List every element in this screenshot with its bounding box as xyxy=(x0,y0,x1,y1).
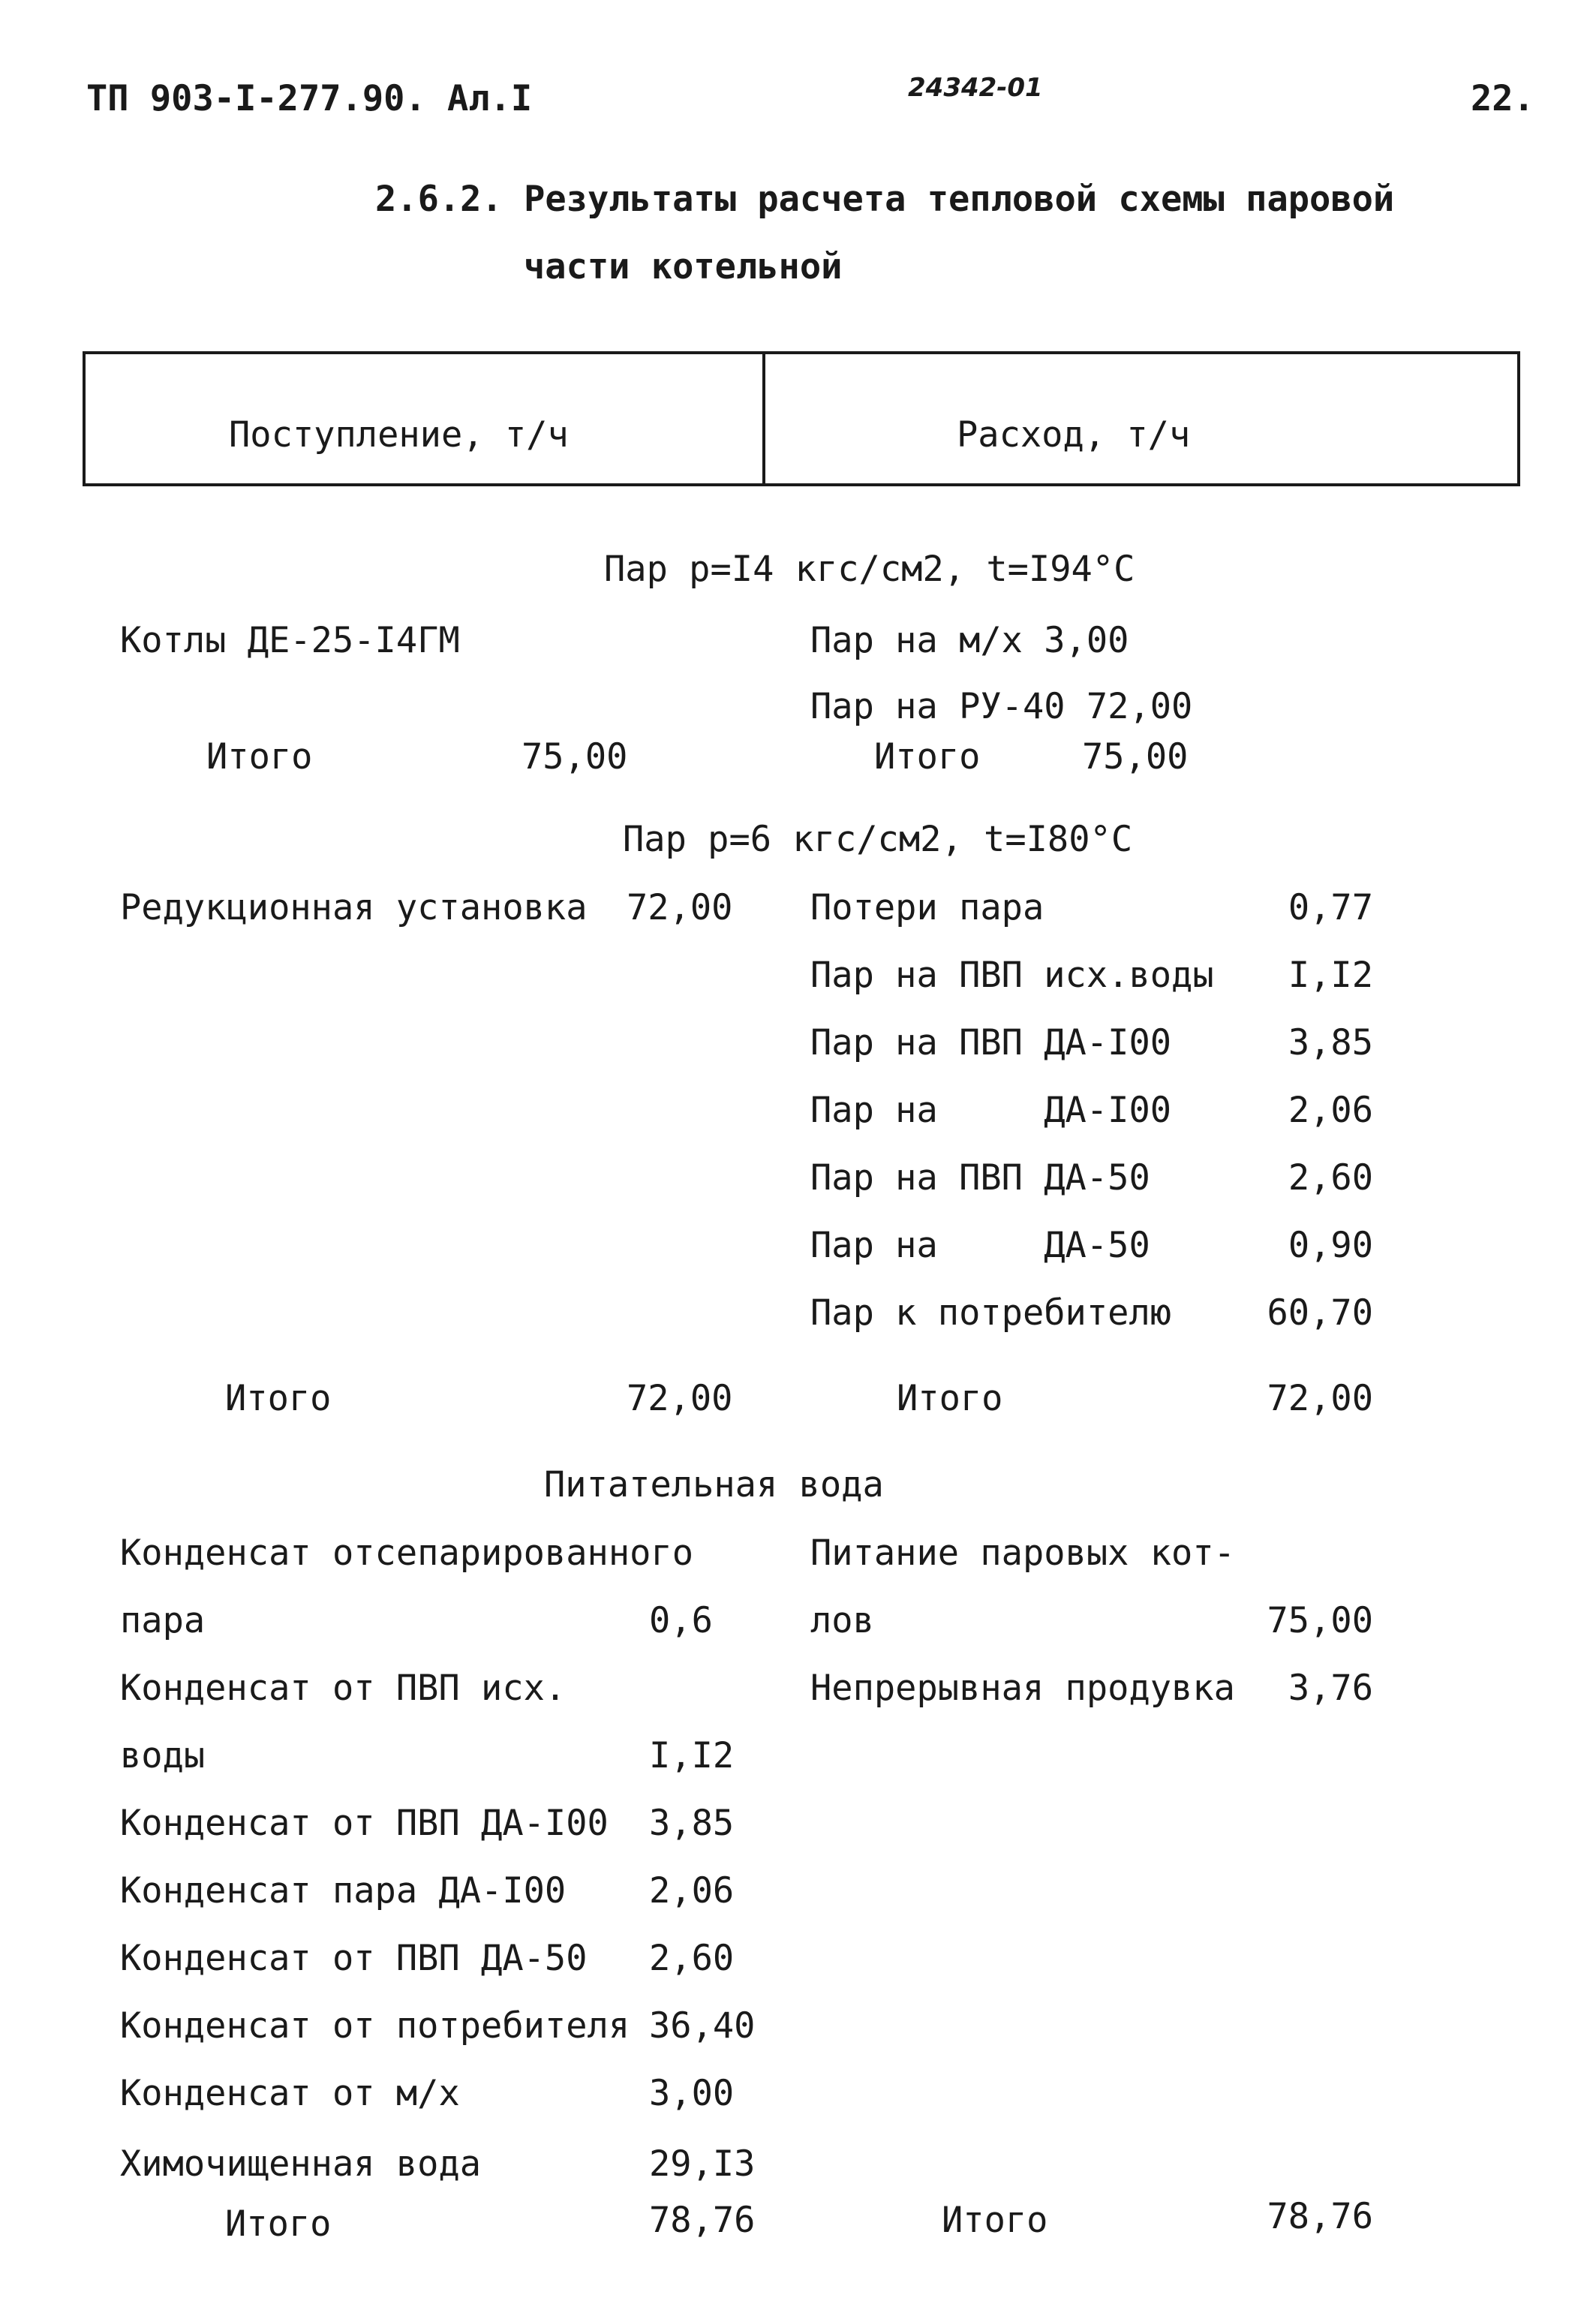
section2-expense-label: Пар на ДА-50 xyxy=(810,1225,1150,1266)
section1-total-income-label: Итого xyxy=(206,736,313,778)
section3-income-label: Химочищенная вода xyxy=(120,2143,482,2185)
section3-total-income-value: 78,76 xyxy=(649,2200,756,2241)
section3-income-value: 0,6 xyxy=(649,1600,713,1641)
section3-income-value: 29,I3 xyxy=(649,2143,756,2185)
document-code: ТП 903-I-277.90. Ал.I xyxy=(86,78,533,119)
section3-income-value: 36,40 xyxy=(649,2005,756,2047)
section3-income-label: Конденсат от потребителя xyxy=(120,2005,630,2047)
section3-income-value: 2,60 xyxy=(649,1938,735,1979)
section2-expense-value: 3,85 xyxy=(1288,1022,1373,1063)
section2-expense-label: Пар на ПВП исх.воды xyxy=(810,955,1214,996)
page-number: 22. xyxy=(1471,78,1534,119)
section1-total-expense-label: Итого xyxy=(874,736,981,778)
section3-income-label: Конденсат от м/х xyxy=(120,2073,460,2114)
section3-total-expense-value: 78,76 xyxy=(1267,2196,1373,2237)
section3-income-label: воды xyxy=(120,1735,206,1776)
section2-expense-label: Потери пара xyxy=(810,887,1044,928)
section3-income-value: 2,06 xyxy=(649,1870,735,1911)
section3-total-income-label: Итого xyxy=(225,2203,332,2245)
section-title-line1: 2.6.2. Результаты расчета тепловой схемы паровой xyxy=(375,179,1395,220)
section2-expense-label: Пар на ДА-I00 xyxy=(810,1090,1172,1131)
section3-income-value: 3,00 xyxy=(649,2073,735,2114)
section3-expense-value: 3,76 xyxy=(1288,1668,1373,1709)
section3-income-value: I,I2 xyxy=(649,1735,735,1776)
section3-expense-label: лов xyxy=(810,1600,874,1641)
section3-expense-value: 75,00 xyxy=(1267,1600,1373,1641)
section3-heading: Питательная вода xyxy=(544,1464,884,1505)
section2-total-income-label: Итого xyxy=(225,1378,332,1419)
section-title-line2: части котельной xyxy=(524,246,843,287)
handwritten-archive-number: 24342-01 xyxy=(908,73,1043,103)
section2-total-income-value: 72,00 xyxy=(627,1378,733,1419)
section3-income-label: Конденсат отсепарированного xyxy=(120,1532,694,1574)
section2-expense-value: 2,06 xyxy=(1288,1090,1373,1131)
section2-expense-value: 2,60 xyxy=(1288,1157,1373,1199)
section2-expense-label: Пар на ПВП ДА-I00 xyxy=(810,1022,1172,1063)
column-divider xyxy=(762,354,765,483)
section3-expense-label: Питание паровых кот- xyxy=(810,1532,1235,1574)
section2-expense-value: I,I2 xyxy=(1288,955,1373,996)
section2-expense-value: 0,77 xyxy=(1288,887,1373,928)
section1-expense-item: Пар на м/х 3,00 xyxy=(810,620,1129,661)
section2-expense-value: 60,70 xyxy=(1267,1292,1373,1334)
section2-expense-label: Пар на ПВП ДА-50 xyxy=(810,1157,1150,1199)
section2-income-value: 72,00 xyxy=(627,887,733,928)
section3-income-label: Конденсат от ПВП ДА-50 xyxy=(120,1938,588,1979)
section2-expense-value: 0,90 xyxy=(1288,1225,1373,1266)
section1-heading: Пар р=I4 кгс/см2, t=I94°C xyxy=(604,549,1135,590)
section1-income-label: Котлы ДЕ-25-I4ГМ xyxy=(120,620,460,661)
section3-income-label: Конденсат от ПВП ДА-I00 xyxy=(120,1803,609,1844)
section3-total-expense-label: Итого xyxy=(942,2200,1048,2241)
section3-income-label: Конденсат от ПВП исх. xyxy=(120,1668,567,1709)
section2-total-expense-label: Итого xyxy=(897,1378,1003,1419)
section2-heading: Пар р=6 кгс/см2, t=I80°C xyxy=(623,819,1133,860)
section1-expense-item: Пар на РУ-40 72,00 xyxy=(810,686,1193,727)
section2-expense-label: Пар к потребителю xyxy=(810,1292,1172,1334)
section1-total-income-value: 75,00 xyxy=(521,736,628,778)
section3-income-value: 3,85 xyxy=(649,1803,735,1844)
section3-expense-label: Непрерывная продувка xyxy=(810,1668,1235,1709)
column-header-income: Поступление, т/ч xyxy=(229,414,569,456)
section2-income-label: Редукционная установка xyxy=(120,887,588,928)
column-header-expense: Расход, т/ч xyxy=(957,414,1191,456)
section2-total-expense-value: 72,00 xyxy=(1267,1378,1373,1419)
section3-income-label: Конденсат пара ДА-I00 xyxy=(120,1870,567,1911)
section1-total-expense-value: 75,00 xyxy=(1082,736,1189,778)
section3-income-label: пара xyxy=(120,1600,206,1641)
